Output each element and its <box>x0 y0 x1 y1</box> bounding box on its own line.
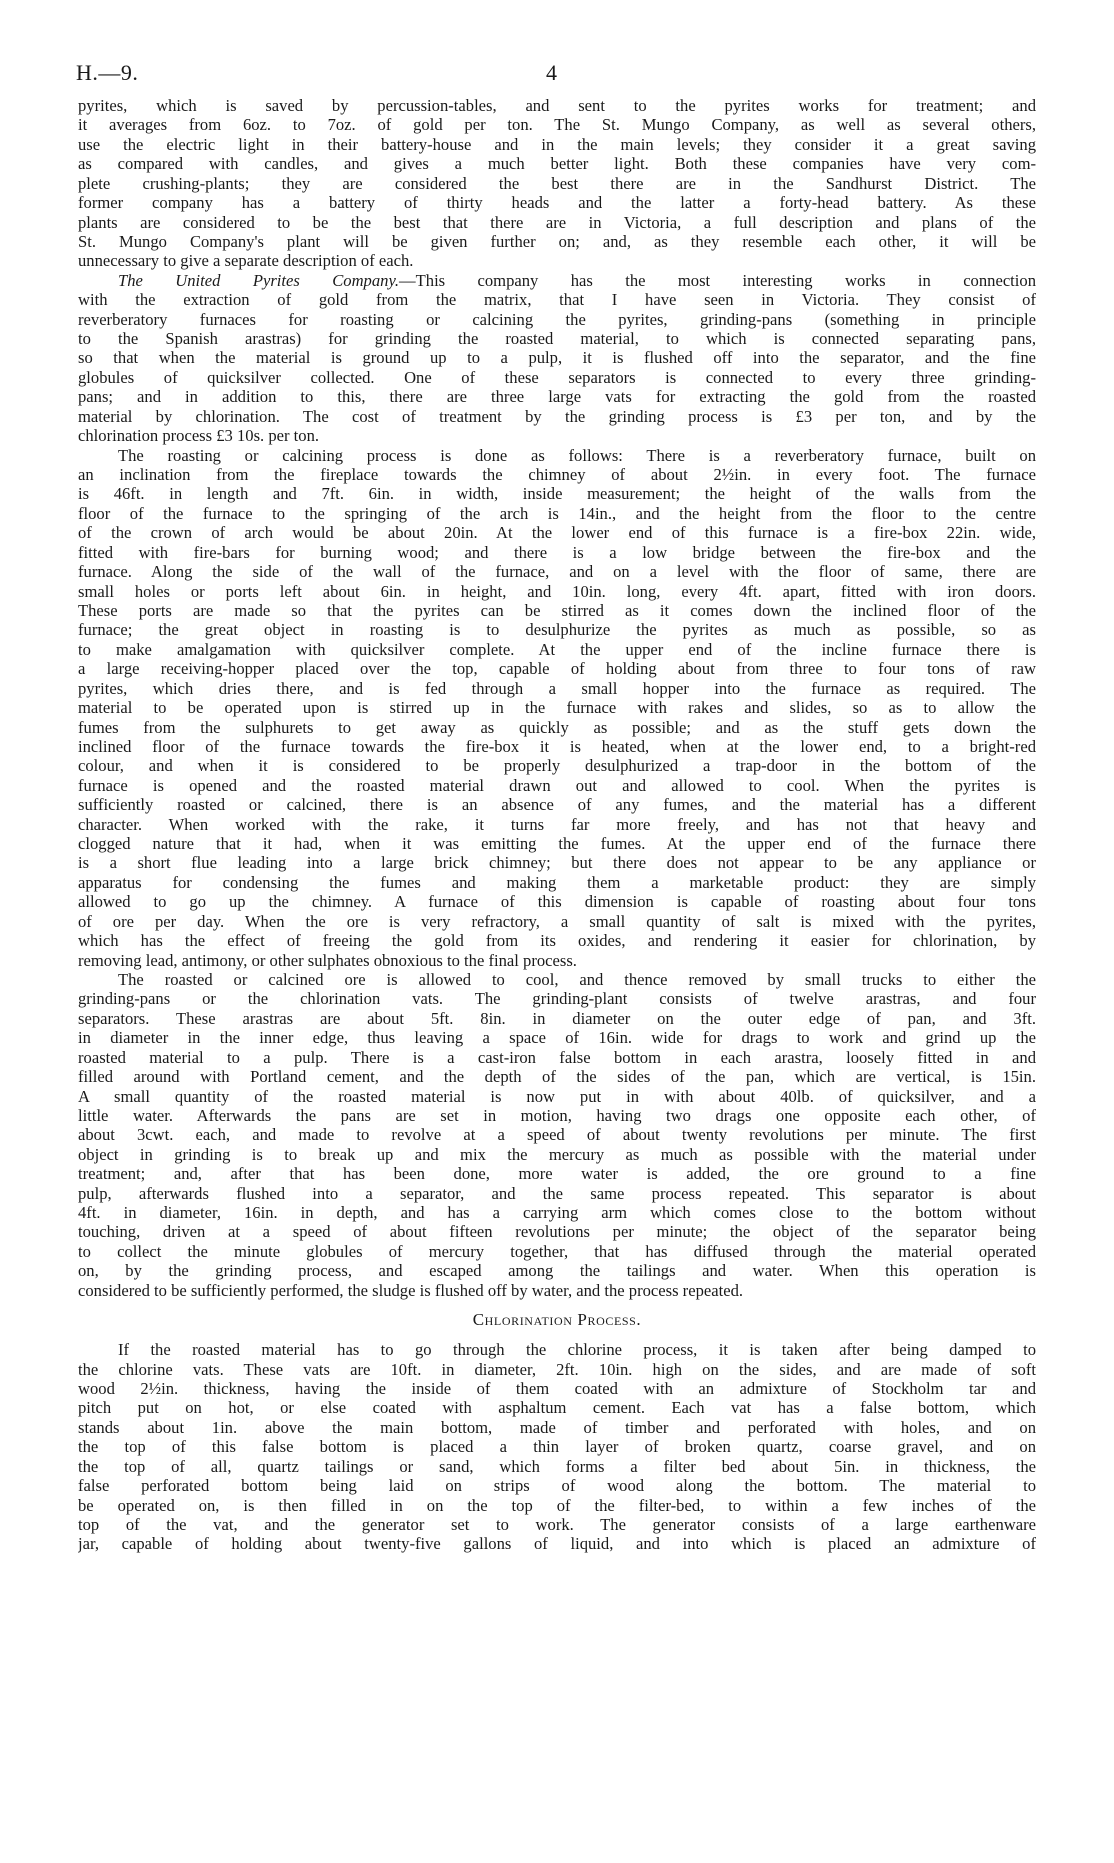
text-line: the chlorine vats. These vats are 10ft. in diameter, 2ft. 10in. high on the sides, and are made of soft <box>78 1359 1036 1379</box>
body-text <box>78 96 1036 1554</box>
page-number: 4 <box>546 60 557 85</box>
text-line: former company has a battery of thirty heads and the latter a forty-head battery. As these <box>78 193 1036 213</box>
text-line: to make amalgamation with quicksilver complete. At the upper end of the incline furnace there is <box>78 639 1036 659</box>
text-line: a large receiving-hopper placed over the top, capable of holding about from three to four tons of raw <box>78 659 1036 679</box>
text-line: chlorination process £3 10s. per ton. <box>78 426 320 446</box>
text-line: pitch put on hot, or else coated with asphaltum cement. Each vat has a false bottom, which <box>78 1398 1036 1418</box>
text-line <box>78 271 1036 290</box>
text-line: wood 2½in. thickness, having the inside of them coated with an admixture of Stockholm tar and <box>78 1379 1036 1398</box>
text-line: to collect the minute globules of mercury together, that has diffused through the material operated <box>78 1241 1036 1261</box>
text-line: furnace; the great object in roasting is to desulphurize the pyrites as much as possible, so as <box>78 620 1036 640</box>
text-line: object in grinding is to break up and mix the mercury as much as possible with the material under <box>78 1144 1036 1164</box>
text-line: be operated on, is then filled in on the top of the filter-bed, to within a few inches of the <box>78 1495 1036 1515</box>
text-line: of the crown of arch would be about 20in. At the lower end of this furnace is a fire-box 22in. wide, <box>78 523 1036 543</box>
text-line: plants are considered to be the best that there are in Victoria, a full description and plans of the <box>78 212 1036 232</box>
text-line: an inclination from the fireplace towards the chimney of about 2½in. in every foot. The furnace <box>78 465 1036 485</box>
paragraph <box>78 271 1036 446</box>
text-line: separators. These arastras are about 5ft. 8in. in diameter on the outer edge of pan, and 3ft. <box>78 1008 1036 1028</box>
text-line: character. When worked with the rake, it turns far more freely, and has not that heavy and <box>78 814 1036 834</box>
text-line: removing lead, antimony, or other sulphates obnoxious to the final process. <box>78 950 577 970</box>
text-line: material by chlorination. The cost of treatment by the grinding process is £3 per ton, and by the <box>78 406 1036 426</box>
text-line: pulp, afterwards flushed into a separator, and the same process repeated. This separator is about <box>78 1183 1036 1203</box>
text-line: apparatus for condensing the fumes and making them a marketable product: they are simply <box>78 872 1036 892</box>
text-line: with the extraction of gold from the matrix, that I have seen in Victoria. They consist of <box>78 290 1036 310</box>
text-line: filled around with Portland cement, and the depth of the sides of the pan, which are vertical, is 15in. <box>78 1067 1036 1087</box>
text-line: fumes from the sulphurets to get away as quickly as possible; and as the stuff gets down the <box>78 717 1036 737</box>
text-line: false perforated bottom being laid on strips of wood along the bottom. The material to <box>78 1476 1036 1496</box>
text-line: roasted material to a pulp. There is a cast-iron false bottom in each arastra, loosely fitted in and <box>78 1047 1036 1067</box>
section-heading: Chlorination Process. <box>472 1310 642 1330</box>
text-line: to the Spanish arastras) for grinding the roasted material, to which is connected separating pans, <box>78 329 1036 349</box>
text-line: small holes or ports left about 6in. in height, and 10in. long, every 4ft. apart, fitted with iron doors. <box>78 581 1036 601</box>
text-line: top of the vat, and the generator set to work. The generator consists of a large earthenware <box>78 1514 1036 1534</box>
page-header <box>78 60 1036 96</box>
text-line: material to be operated upon is stirred up in the furnace with rakes and slides, so as to allow the <box>78 698 1036 718</box>
text-line: it averages from 6oz. to 7oz. of gold per ton. The St. Mungo Company, as well as several others, <box>78 115 1036 135</box>
text-line: allowed to go up the chimney. A furnace of this dimension is capable of roasting about four tons <box>78 892 1036 912</box>
text-line: floor of the furnace to the springing of the arch is 14in., and the height from the floor to the centre <box>78 503 1036 523</box>
text-line: colour, and when it is considered to be properly desulphurized a trap-door in the bottom of the <box>78 756 1036 776</box>
text-line: grinding-pans or the chlorination vats. The grinding-plant consists of twelve arastras, and four <box>78 989 1036 1009</box>
text-line: as compared with candles, and gives a much better light. Both these companies have very com- <box>78 154 1036 174</box>
text-line: use the electric light in their battery-house and in the main levels; they consider it a great saving <box>78 134 1036 154</box>
text-line: St. Mungo Company's plant will be given further on; and, as they resemble each other, it will be <box>78 231 1036 251</box>
text-line: little water. Afterwards the pans are set in motion, having two drags one opposite each other, of <box>78 1105 1036 1125</box>
text-line: pyrites, which is saved by percussion-tables, and sent to the pyrites works for treatment; and <box>78 96 1036 115</box>
text-line: treatment; and, after that has been done, more water is added, the ore ground to a fine <box>78 1164 1036 1184</box>
text-line: If the roasted material has to go through the chlorine process, it is taken after being damped to <box>118 1340 1036 1360</box>
text-line: unnecessary to give a separate description of each. <box>78 251 414 271</box>
text-line: considered to be sufficiently performed, the sludge is flushed off by water, and the process repeated. <box>78 1280 744 1300</box>
text-line: about 3cwt. each, and made to revolve at a speed of about twenty revolutions per minute. The first <box>78 1125 1036 1145</box>
paragraph <box>78 1340 1036 1554</box>
paragraph <box>78 96 1036 271</box>
text-line: of ore per day. When the ore is very refractory, a small quantity of salt is mixed with the pyrites, <box>78 911 1036 931</box>
text-line: is 46ft. in length and 7ft. 6in. in width, inside measurement; the height of the walls from the <box>78 484 1036 504</box>
text-line: The roasted or calcined ore is allowed to cool, and thence removed by small trucks to either the <box>118 969 1036 989</box>
text-line: reverberatory furnaces for roasting or calcining the pyrites, grinding-pans (something in principle <box>78 309 1036 329</box>
text-line: The roasting or calcining process is done as follows: There is a reverberatory furnace, built on <box>118 445 1036 465</box>
text-line: so that when the material is ground up to a pulp, it is flushed off into the separator, and the fine <box>78 348 1036 368</box>
text-line: plete crushing-plants; they are considered the best there are in the Sandhurst District. The <box>78 173 1036 193</box>
text-line: stands about 1in. above the main bottom, made of timber and perforated with holes, and on <box>78 1417 1036 1437</box>
document-page <box>78 60 1036 1554</box>
text-line: the top of this false bottom is placed a thin layer of broken quartz, coarse gravel, and on <box>78 1437 1036 1457</box>
text-line: These ports are made so that the pyrites can be stirred as it comes down the inclined floor of the <box>78 600 1036 620</box>
text-line-rest: —This company has the most interesting works in connection <box>399 270 1036 290</box>
text-line: touching, driven at a speed of about fifteen revolutions per minute; the object of the separator being <box>78 1222 1036 1242</box>
text-line: pyrites, which dries there, and is fed through a small hopper into the furnace as required. The <box>78 678 1036 698</box>
text-line: furnace. Along the side of the wall of the furnace, and on a level with the floor of same, there are <box>78 562 1036 582</box>
text-line: inclined floor of the furnace towards the fire-box it is heated, when at the lower end, to a bright-red <box>78 736 1036 756</box>
text-line: the top of all, quartz tailings or sand, which forms a filter bed about 5in. in thickness, the <box>78 1456 1036 1476</box>
text-line: globules of quicksilver collected. One of these separators is connected to every three grinding- <box>78 367 1036 387</box>
text-line: is a short flue leading into a large brick chimney; but there does not appear to be any appliance or <box>78 853 1036 873</box>
text-line: sufficiently roasted or calcined, there is an absence of any fumes, and the material has a different <box>78 795 1036 815</box>
paragraph <box>78 446 1036 970</box>
text-line: 4ft. in diameter, 16in. in depth, and has a carrying arm which comes close to the bottom without <box>78 1203 1036 1223</box>
text-line: fitted with fire-bars for burning wood; and there is a low bridge between the fire-box and the <box>78 542 1036 562</box>
text-line: which has the effect of freeing the gold from its oxides, and rendering it easier for chlorination, by <box>78 931 1036 951</box>
text-line: jar, capable of holding about twenty-five gallons of liquid, and into which is placed an admixture of <box>78 1534 1036 1554</box>
text-line: clogged nature that it had, when it was emitting the fumes. At the upper end of the furnace there <box>78 834 1036 854</box>
section-lead: The United Pyrites Company. <box>118 270 400 290</box>
paragraph <box>78 970 1036 1300</box>
text-line: on, by the grinding process, and escaped among the tailings and water. When this operation is <box>78 1261 1036 1281</box>
text-line: in diameter in the inner edge, thus leaving a space of 16in. wide for drags to work and grind up the <box>78 1028 1036 1048</box>
text-line: A small quantity of the roasted material is now put in with about 40lb. of quicksilver, and a <box>78 1086 1036 1106</box>
text-line: pans; and in addition to this, there are three large vats for extracting the gold from the roasted <box>78 387 1036 407</box>
text-line: furnace is opened and the roasted material drawn out and allowed to cool. When the pyrites is <box>78 775 1036 795</box>
document-reference: H.—9. <box>76 60 139 85</box>
